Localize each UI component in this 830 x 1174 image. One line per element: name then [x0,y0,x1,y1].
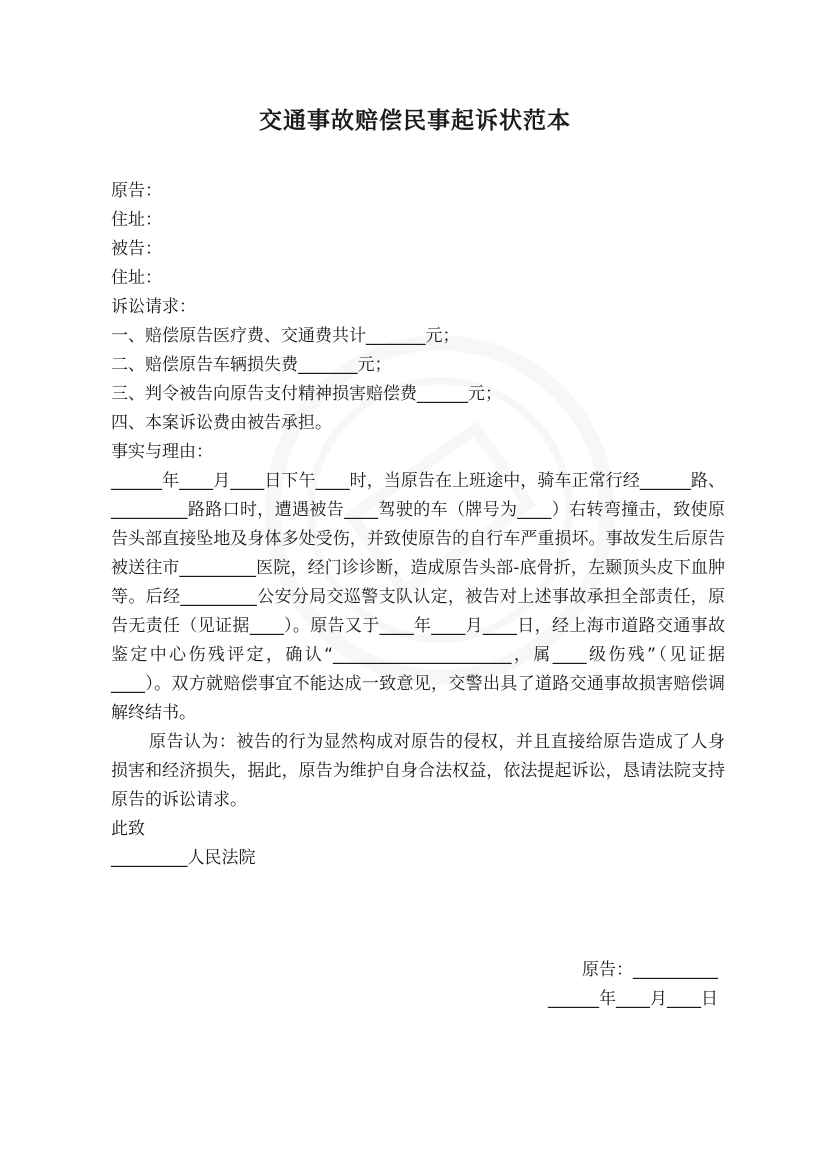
facts-paragraph: ______年____月____日下午____时，当原告在上班途中，骑车正常行经______路、_________路路口时，遭遇被告____驾驶的车（牌号为____）右转弯撞击，致使原告头部直接坠地及身体多处受伤，并致使原告的自行车严重损坏。事故发生后原告被送往市_________医院，经门诊诊断，造成原告头部-底骨折，左颞顶头皮下血肿等。后经_________公安分局交巡警支队认定，被告对上述事故承担全部责任，原告无责任（见证据____）。原告又于____年____月____日，经上海市道路交通事故鉴定中心伤残评定，确认“_____________________，属____级伤残”（见证据____）。双方就赔偿事宜不能达成一致意见，交警出具了道路交通事故损害赔偿调解终结书。 [111,471,725,723]
facts-heading: 事实与理由： [111,442,213,462]
claims-heading: 诉讼请求： [111,297,196,317]
page-title: 交通事故赔偿民事起诉状范本 [259,108,571,134]
argument-paragraph: 原告认为：被告的行为显然构成对原告的侵权，并且直接给原告造成了人身损害和经济损失，据此，原告为维护自身合法权益，依法提起诉讼，恳请法院支持原告的诉讼请求。 [111,732,725,810]
closing-salutation: 此致 [111,819,145,839]
document-body [111,177,725,873]
signature-block [548,956,718,1014]
plaintiff-address-field: 住址： [111,210,162,230]
signature-date: ______年____月____日 [548,989,718,1009]
court-name: _________人民法院 [111,848,256,868]
claim-item: 四、本案诉讼费由被告承担。 [111,413,332,433]
defendant-address-field: 住址： [111,268,162,288]
claim-item: 三、判令被告向原告支付精神损害赔偿费______元； [111,384,502,404]
plaintiff-field: 原告： [111,181,162,201]
claim-item: 一、赔偿原告医疗费、交通费共计_______元； [111,326,460,346]
defendant-field: 被告： [111,239,162,259]
claim-item: 二、赔偿原告车辆损失费_______元； [111,355,392,375]
plaintiff-signature: 原告：__________ [582,960,718,980]
